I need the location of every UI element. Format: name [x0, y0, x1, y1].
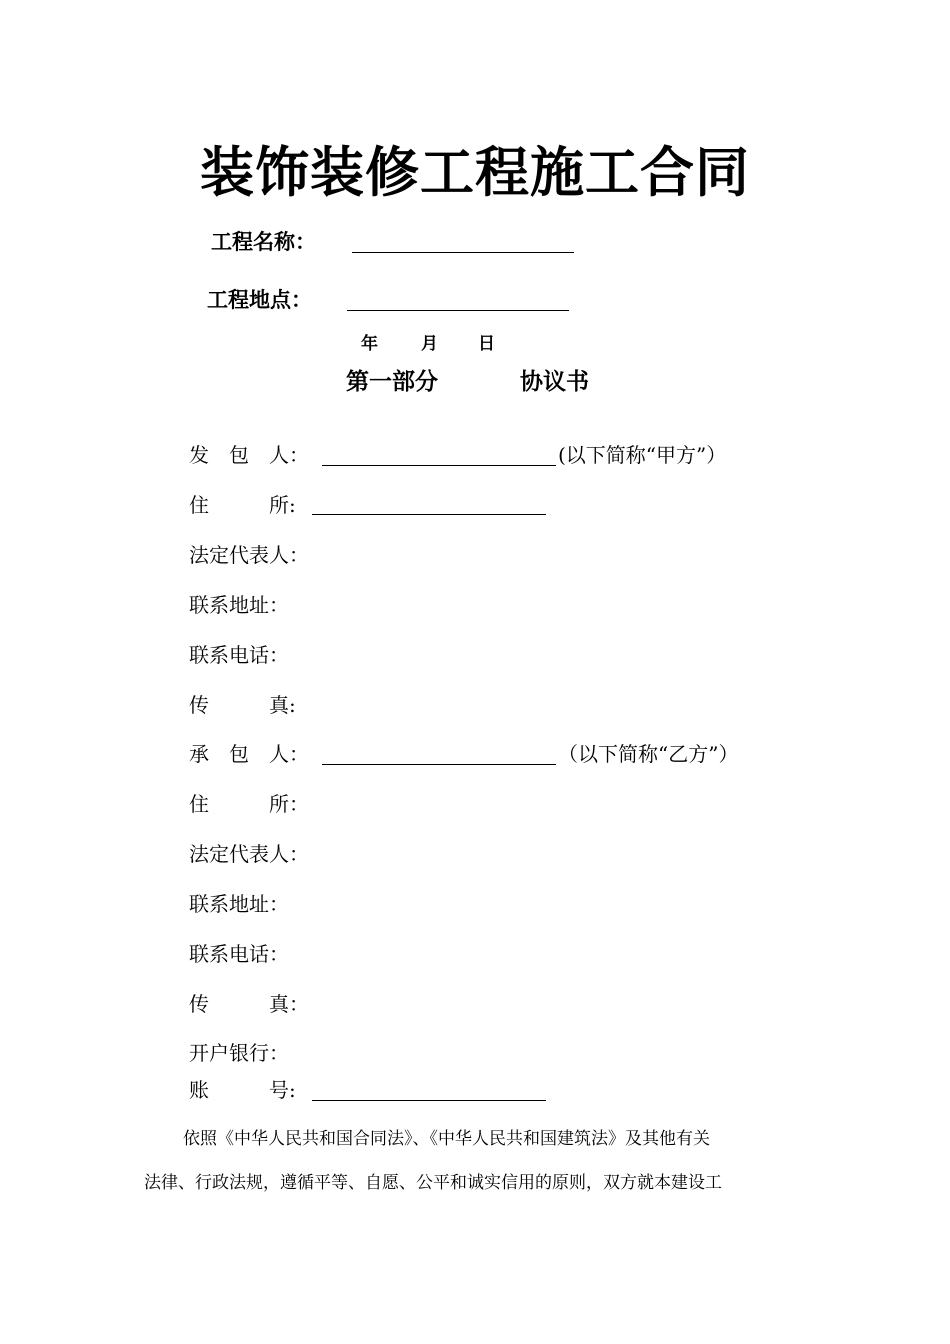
project-name-label: 工程名称： [211, 230, 316, 254]
party-b-contractor-label: 承 包 人： [189, 742, 309, 766]
party-b-account-blank[interactable] [312, 1100, 546, 1101]
party-b-fax-label: 传 真： [189, 992, 309, 1016]
party-b-contractor-blank[interactable] [322, 764, 556, 765]
party-a-phone-label: 联系电话： [189, 643, 289, 667]
party-a-contractor-label: 发 包 人： [189, 443, 309, 467]
party-b-phone-label: 联系电话： [189, 942, 289, 966]
party-a-fax-label: 传 真: [189, 693, 296, 717]
date-day: 日 [478, 334, 495, 354]
party-b-contractor-suffix: （以下简称“乙方”） [558, 742, 739, 766]
party-a-address-blank[interactable] [312, 514, 546, 515]
party-b-legal-rep-label: 法定代表人： [189, 842, 309, 866]
part-one-label: 第一部分 [346, 369, 438, 395]
party-a-address-label: 住 所: [189, 493, 296, 517]
date-year: 年 [361, 334, 378, 354]
party-b-contact-address-label: 联系地址： [189, 892, 289, 916]
project-name-blank[interactable] [352, 252, 574, 253]
project-location-blank[interactable] [347, 310, 569, 311]
party-a-legal-rep-label: 法定代表人： [189, 543, 309, 567]
preamble-line-1: 依照《中华人民共和国合同法》、《中华人民共和国建筑法》及其他有关 [183, 1129, 710, 1149]
party-a-contact-address-label: 联系地址： [189, 593, 289, 617]
part-one-name: 协议书 [520, 369, 589, 395]
date-month: 月 [421, 334, 438, 354]
project-location-label: 工程地点： [207, 288, 312, 312]
preamble-line-2: 法律、行政法规，遵循平等、自愿、公平和诚实信用的原则，双方就本建设工 [144, 1173, 722, 1193]
party-a-contractor-suffix: (以下简称“甲方”） [558, 443, 727, 467]
contract-title: 装饰装修工程施工合同 [200, 141, 750, 204]
party-b-bank-label: 开户银行： [189, 1041, 289, 1065]
party-b-address-label: 住 所： [189, 792, 309, 816]
party-a-contractor-blank[interactable] [322, 465, 556, 466]
party-b-account-label: 账 号: [189, 1078, 296, 1102]
